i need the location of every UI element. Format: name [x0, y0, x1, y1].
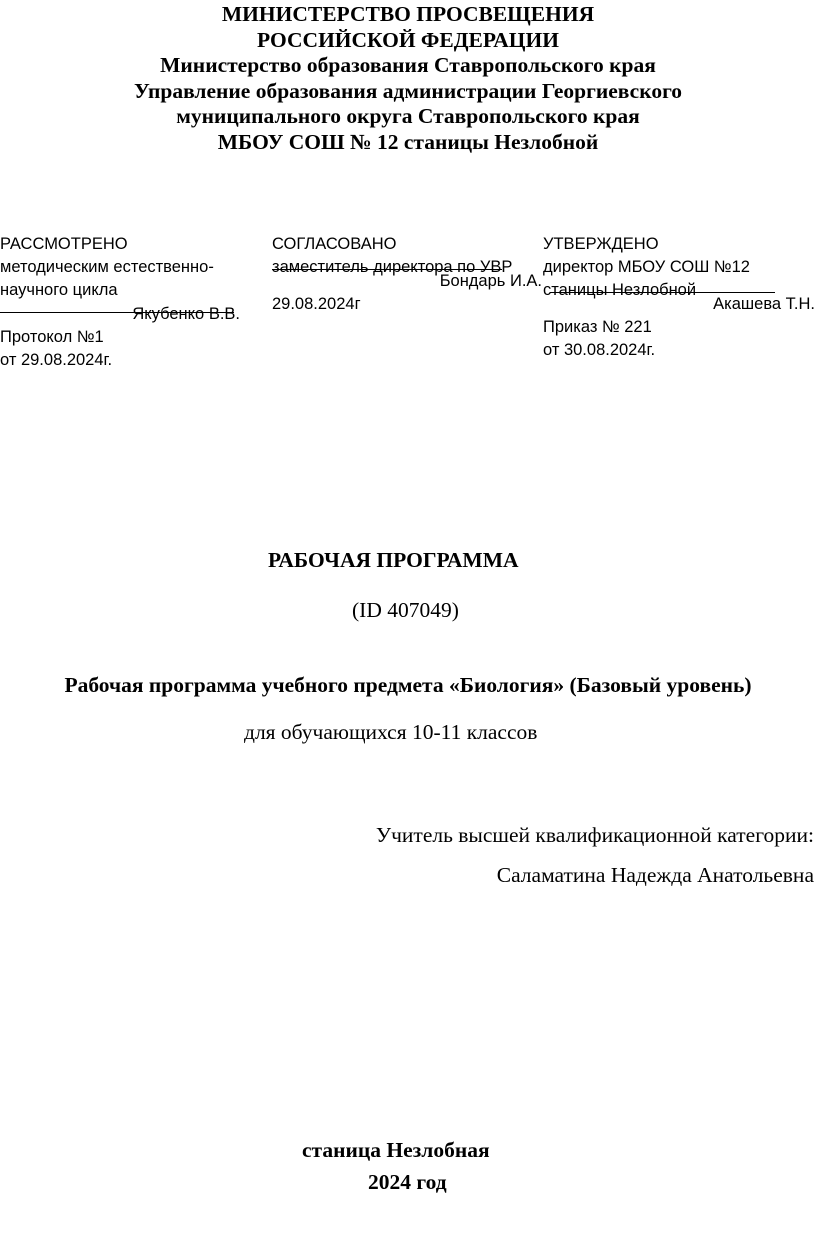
agreed-block [272, 233, 544, 316]
agreed-heading: СОГЛАСОВАНО [272, 235, 397, 253]
program-subject: Рабочая программа учебного предмета «Биология» (Базовый уровень) [64, 673, 752, 697]
teacher-label: Учитель высшей квалификационной категории: [375, 823, 814, 847]
approved-heading: УТВЕРЖДЕНО [543, 235, 659, 253]
school-name: МБОУ СОШ № 12 станицы Незлобной [217, 129, 599, 154]
agreed-date: 29.08.2024г [272, 295, 361, 313]
teacher-name: Саламатина Надежда Анатольевна [496, 863, 814, 887]
approved-body-line-1: директор МБОУ СОШ №12 [543, 258, 750, 276]
approved-signer: Акашева Т.Н. [713, 295, 815, 313]
reviewed-block [0, 233, 240, 372]
ministry-line-1: МИНИСТЕРСТВО ПРОСВЕЩЕНИЯ [221, 2, 595, 26]
footer-year: 2024 год [368, 1170, 447, 1194]
ministry-line-2: РОССИЙСКОЙ ФЕДЕРАЦИИ [257, 27, 559, 52]
agreed-signer: Бондарь И.А. [439, 272, 542, 290]
education-department-line-1: Управление образования администрации Георгиевского [133, 78, 683, 103]
reviewed-date: от 29.08.2024г. [0, 351, 113, 369]
reviewed-heading: РАССМОТРЕНО [0, 235, 128, 253]
reviewed-signer: Якубенко В.В. [132, 305, 240, 323]
document-header [0, 2, 816, 155]
program-id: (ID 407049) [352, 598, 459, 622]
regional-ministry: Министерство образования Ставропольского края [160, 53, 656, 77]
approved-block [543, 233, 815, 362]
approved-date: от 30.08.2024г. [543, 341, 656, 359]
reviewed-body-line-2: научного цикла [0, 281, 118, 299]
education-department-line-2: муниципального округа Ставропольского края [176, 104, 640, 128]
approved-order: Приказ № 221 [543, 318, 652, 336]
program-title: РАБОЧАЯ ПРОГРАММА [268, 548, 519, 572]
program-audience: для обучающихся 10-11 классов [244, 720, 538, 744]
approved-body-line-2: станицы Незлобной [543, 281, 697, 299]
footer-place: станица Незлобная [302, 1138, 490, 1162]
reviewed-body-line-1: методическим естественно- [0, 258, 214, 276]
agreed-body-line-1: заместитель директора по УВР [272, 258, 513, 276]
reviewed-protocol: Протокол №1 [0, 328, 104, 346]
